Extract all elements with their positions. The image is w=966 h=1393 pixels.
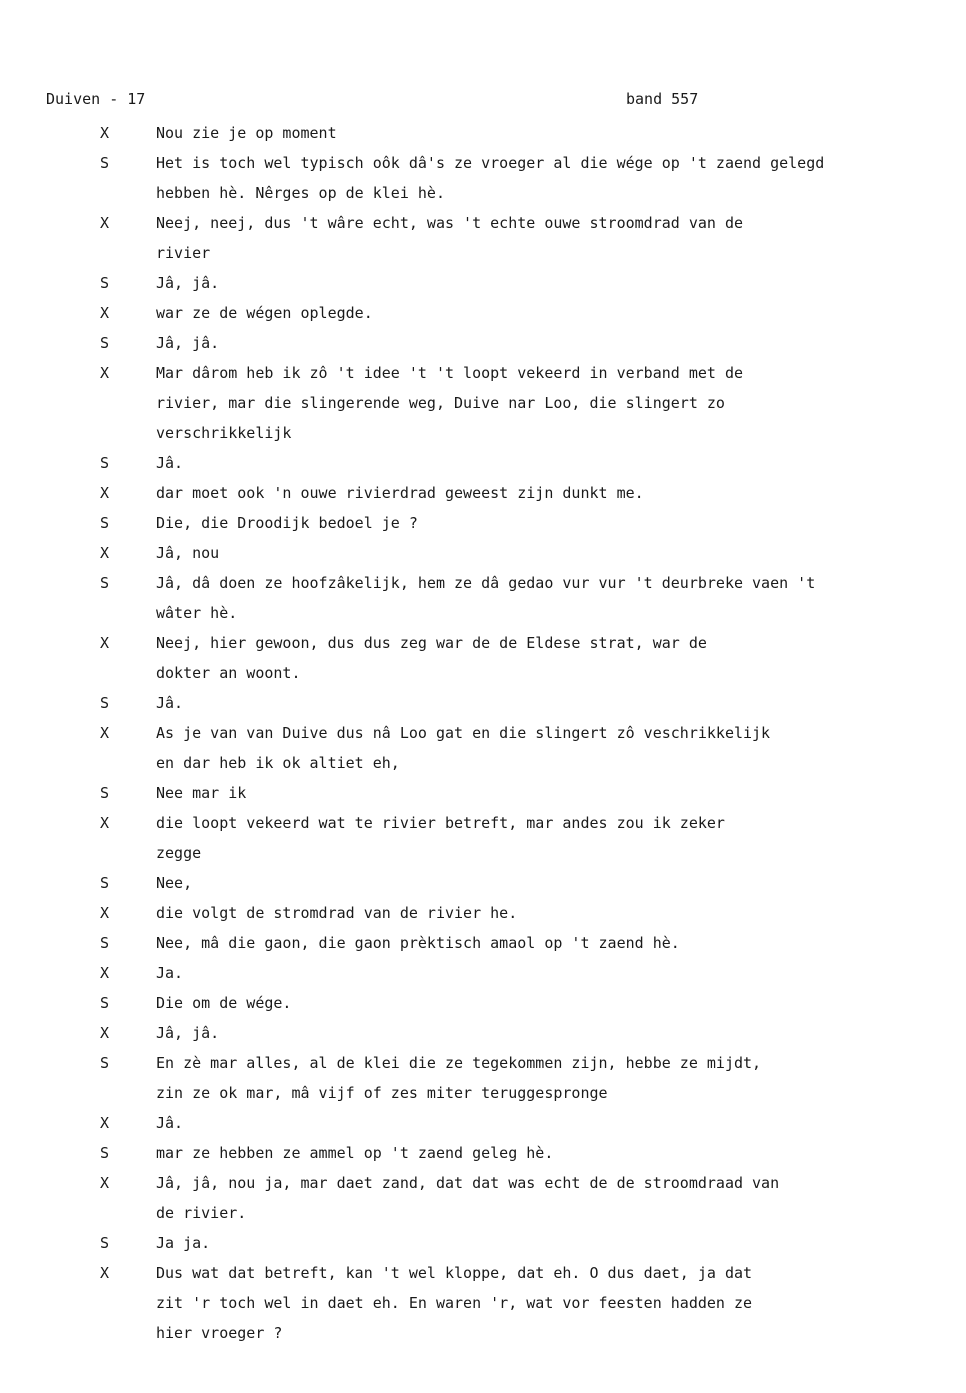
utterance-text [156, 118, 962, 148]
dialogue-turn [0, 268, 966, 298]
dialogue-turn [0, 808, 966, 868]
utterance-line: Jâ, jâ. [156, 1024, 220, 1042]
utterance-line: zegge [156, 844, 202, 862]
utterance-text [156, 268, 962, 298]
utterance-line: Het is toch wel typisch oôk dâ's ze vroeger al die wége op 't zaend gelegd [156, 154, 825, 172]
speaker-label: X [100, 484, 110, 502]
speaker-label: S [100, 514, 110, 532]
utterance-line: Jâ, jâ, nou ja, mar daet zand, dat dat was echt de de stroomdraad van [156, 1174, 780, 1192]
utterance-line: dokter an woont. [156, 664, 301, 682]
header-tape-number: band 557 [626, 90, 699, 108]
speaker-label: S [100, 274, 110, 292]
dialogue-turn [0, 718, 966, 778]
utterance-line: Jâ, nou [156, 544, 220, 562]
utterance-line: Ja. [156, 964, 184, 982]
utterance-line: wâter hè. [156, 604, 238, 622]
utterance-line: Jâ. [156, 694, 184, 712]
speaker-label: S [100, 1144, 110, 1162]
speaker-label: X [100, 814, 110, 832]
speaker-label: X [100, 544, 110, 562]
dialogue-turn [0, 1138, 966, 1168]
dialogue-turn [0, 358, 966, 448]
utterance-line: Jâ. [156, 454, 184, 472]
utterance-text [156, 148, 962, 208]
dialogue-turn [0, 1228, 966, 1258]
utterance-text [156, 358, 962, 448]
dialogue-turn [0, 958, 966, 988]
dialogue-turn [0, 688, 966, 718]
dialogue-turn [0, 628, 966, 688]
utterance-line: Jâ. [156, 1114, 184, 1132]
utterance-text [156, 1258, 962, 1348]
utterance-line: Mar dârom heb ik zô 't idee 't 't loopt vekeerd in verband met de [156, 364, 743, 382]
utterance-line: Die om de wége. [156, 994, 292, 1012]
utterance-line: Jâ, jâ. [156, 274, 220, 292]
utterance-text [156, 958, 962, 988]
speaker-label: S [100, 994, 110, 1012]
speaker-label: X [100, 364, 110, 382]
speaker-label: X [100, 1024, 110, 1042]
header-location: Duiven - 17 [46, 90, 146, 108]
utterance-text [156, 928, 962, 958]
utterance-text [156, 1228, 962, 1258]
dialogue-turn [0, 898, 966, 928]
utterance-text [156, 1018, 962, 1048]
speaker-label: X [100, 904, 110, 922]
dialogue-turn [0, 1258, 966, 1348]
utterance-line: war ze de wégen oplegde. [156, 304, 373, 322]
utterance-text [156, 898, 962, 928]
utterance-line: zin ze ok mar, mâ vijf of zes miter teruggesprongе [156, 1084, 608, 1102]
speaker-label: X [100, 1114, 110, 1132]
utterance-line: rivier [156, 244, 211, 262]
utterance-text [156, 1048, 962, 1108]
utterance-line: As je van van Duive dus nâ Loo gat en die slingert zô veschrikkelijk [156, 724, 771, 742]
dialogue-turn [0, 478, 966, 508]
utterance-text [156, 1108, 962, 1138]
utterance-text [156, 208, 962, 268]
utterance-text [156, 1138, 962, 1168]
utterance-line: en dar heb ik ok altiet eh, [156, 754, 400, 772]
dialogue-turn [0, 538, 966, 568]
utterance-text [156, 448, 962, 478]
dialogue-turn [0, 508, 966, 538]
utterance-text [156, 568, 962, 628]
speaker-label: S [100, 694, 110, 712]
utterance-line: Nee, [156, 874, 193, 892]
speaker-label: X [100, 634, 110, 652]
speaker-label: S [100, 454, 110, 472]
dialogue-turn [0, 928, 966, 958]
dialogue-turn [0, 1108, 966, 1138]
utterance-line: die volgt de stromdrad van de rivier he. [156, 904, 518, 922]
utterance-line: Nou zie je op moment [156, 124, 337, 142]
dialogue-turn [0, 448, 966, 478]
speaker-label: S [100, 874, 110, 892]
utterance-text [156, 298, 962, 328]
utterance-line: Jâ, dâ doen ze hoofzâkelijk, hem ze dâ gedao vur vur 't deurbreke vaen 't [156, 574, 816, 592]
utterance-text [156, 688, 962, 718]
utterance-line: Nee, mâ die gaon, die gaon prèktisch amaol op 't zaend hè. [156, 934, 680, 952]
speaker-label: X [100, 124, 110, 142]
dialogue-turn [0, 208, 966, 268]
utterance-line: Dus wat dat betreft, kan 't wel kloppe, dat eh. O dus daet, ja dat [156, 1264, 753, 1282]
utterance-text [156, 1168, 962, 1228]
utterance-line: verschrikkelijk [156, 424, 292, 442]
utterance-text [156, 808, 962, 868]
utterance-text [156, 628, 962, 688]
speaker-label: X [100, 724, 110, 742]
utterance-line: dar moet ook 'n ouwe rivierdrad geweest zijn dunkt me. [156, 484, 644, 502]
dialogue-turn [0, 328, 966, 358]
utterance-line: Neej, neej, dus 't wâre echt, was 't echte ouwe stroomdrad van de [156, 214, 743, 232]
utterance-text [156, 778, 962, 808]
utterance-line: de rivier. [156, 1204, 247, 1222]
utterance-text [156, 988, 962, 1018]
speaker-label: X [100, 214, 110, 232]
speaker-label: S [100, 784, 110, 802]
utterance-line: Jâ, jâ. [156, 334, 220, 352]
speaker-label: X [100, 304, 110, 322]
utterance-text [156, 508, 962, 538]
speaker-label: S [100, 1054, 110, 1072]
utterance-line: Nee mar ik [156, 784, 247, 802]
utterance-line: Die, die Droodijk bedoel je ? [156, 514, 418, 532]
dialogue-turn [0, 148, 966, 208]
page-header [46, 90, 746, 112]
dialogue-turn [0, 1168, 966, 1228]
dialogue-turn [0, 118, 966, 148]
speaker-label: X [100, 1264, 110, 1282]
utterance-line: Ja ja. [156, 1234, 211, 1252]
dialogue-turn [0, 778, 966, 808]
utterance-line: mar ze hebben ze ammel op 't zaend geleg hè. [156, 1144, 554, 1162]
speaker-label: S [100, 1234, 110, 1252]
utterance-text [156, 538, 962, 568]
utterance-line: En zè mar alles, al de klei die ze tegekommen zijn, hebbe ze mijdt, [156, 1054, 762, 1072]
dialogue-turn [0, 868, 966, 898]
dialogue-turn [0, 298, 966, 328]
utterance-line: rivier, mar die slingerende weg, Duive nar Loo, die slingert zo [156, 394, 725, 412]
utterance-text [156, 868, 962, 898]
utterance-text [156, 718, 962, 778]
utterance-line: Neej, hier gewoon, dus dus zeg war de de Eldese strat, war de [156, 634, 707, 652]
utterance-line: zit 'r toch wel in daet eh. En waren 'r, wat vor feesten hadden ze [156, 1294, 753, 1312]
utterance-text [156, 328, 962, 358]
speaker-label: S [100, 334, 110, 352]
dialogue-turn [0, 1018, 966, 1048]
speaker-label: X [100, 1174, 110, 1192]
speaker-label: X [100, 964, 110, 982]
dialogue-turn [0, 1048, 966, 1108]
dialogue-transcript [0, 118, 966, 1348]
utterance-text [156, 478, 962, 508]
speaker-label: S [100, 574, 110, 592]
utterance-line: hebben hè. Nêrges op de klei hè. [156, 184, 445, 202]
utterance-line: hier vroeger ? [156, 1324, 283, 1342]
speaker-label: S [100, 934, 110, 952]
speaker-label: S [100, 154, 110, 172]
utterance-line: die loopt vekeerd wat te rivier betreft, mar andes zou ik zeker [156, 814, 725, 832]
dialogue-turn [0, 988, 966, 1018]
dialogue-turn [0, 568, 966, 628]
